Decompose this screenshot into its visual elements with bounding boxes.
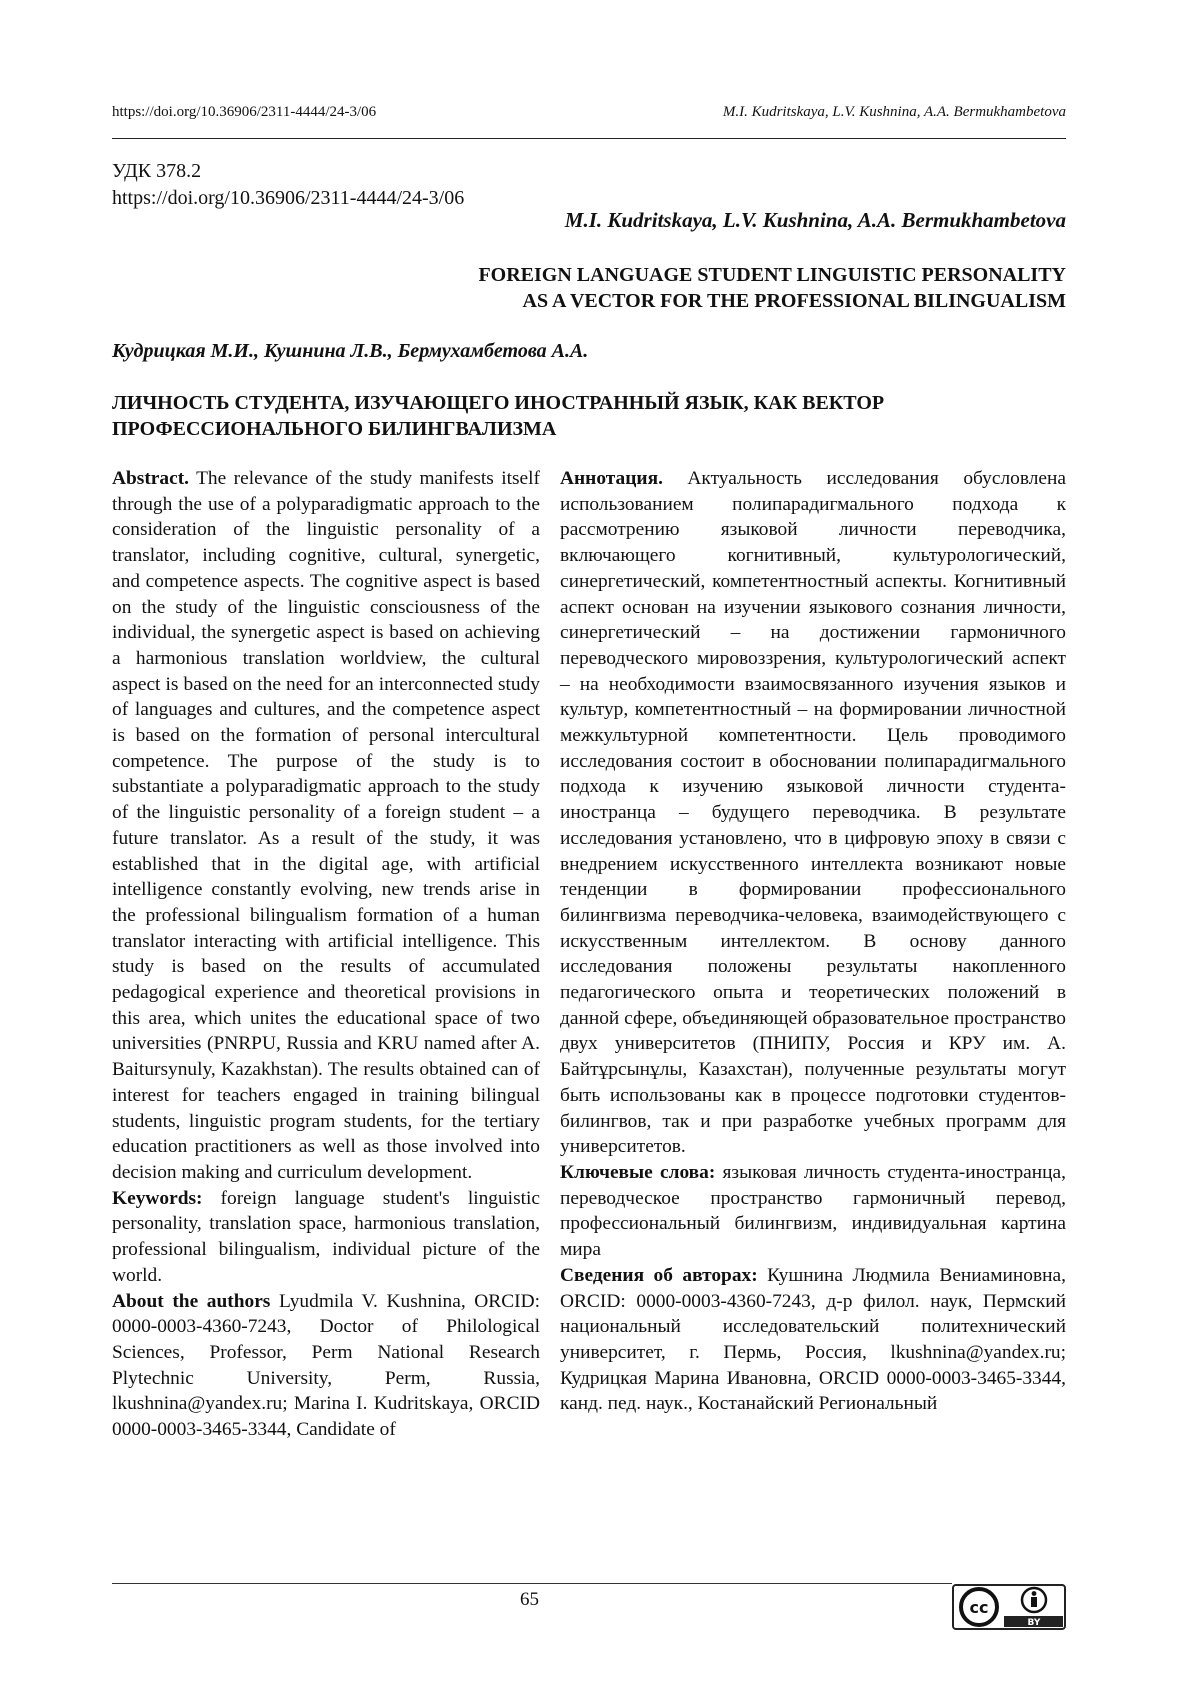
abstract-text: The relevance of the study manifests itself through the use of a polyparadigmatic approach to the consideration of the linguistic personality of a translator, including cognitive, cultural, synergetic, and competence aspects. The cognitive aspect is based on the study of the linguistic consciousness of the individual, the synergetic aspect is based on achieving a harmonious translation worldview, the cultural aspect is based on the need for an interconnected study of languages and cultures, and the competence aspect is based on the formation of personal intercultural competence. The purpose of the study is to substantiate a polyparadigmatic approach to the study of the linguistic personality of a foreign student – a future translator. As a result of the study, it was established that in the digital age, with artificial intelligence constantly evolving, new trends arise in the professional bilingualism formation of a human translator interacting with artificial intelligence. This study is based on the results of accumulated pedagogical experience and theoretical provisions in this area, which unites the educational space of two universities (PNRPU, Russia and KRU named after A. Baitursynuly, Kazakhstan). The results obtained can of interest for teachers engaged in training bilingual students, linguistic program students, for the tertiary education practitioners as well as those involved into decision making and curriculum development. [112,468,540,1183]
english-keywords [112,1186,540,1289]
keywords-text-ru: языковая личность студента-иностранца, переводческое пространство гармоничный перевод, профессиональный билингвизм, индивидуальная картина мира [560,1161,1066,1261]
russian-title-line: ЛИЧНОСТЬ СТУДЕНТА, ИЗУЧАЮЩЕГО ИНОСТРАННЫЙ ЯЗЫК, КАК ВЕКТОР [112,392,885,414]
by-label: BY [1027,1618,1041,1628]
english-title-line: AS A VECTOR FOR THE PROFESSIONAL BILINGUALISM [522,290,1066,312]
english-authors: M.I. Kudritskaya, L.V. Kushnina, A.A. Bermukhambetova [564,208,1066,232]
cc-icon [961,1589,997,1625]
running-head-doi: https://doi.org/10.36906/2311-4444/24-3/06 [112,104,377,120]
english-title [112,262,1066,314]
about-authors-text-ru: Кушнина Людмила Вениаминовна, ORCID: 0000-0003-4360-7243, д-р филол. наук, Пермский национальный исследовательский политехнический университет, г. Пермь, Россия, lkushnina@yandex.ru; Кудрицкая Марина Ивановна, ORCID 0000-0003-3465-3344, канд. пед. наук., Костанайский Региональный [560,1264,1066,1415]
abstract-label: Abstract. [112,468,190,489]
russian-title-line: ПРОФЕССИОНАЛЬНОГО БИЛИНГВАЛИЗМА [112,418,557,440]
about-authors-label-ru: Сведения об авторах: [560,1264,758,1286]
cc-by-license-badge[interactable] [952,1584,1066,1630]
keywords-label: Keywords: [112,1187,203,1209]
english-title-line: FOREIGN LANGUAGE STUDENT LINGUISTIC PERSONALITY [478,264,1066,286]
russian-title [112,390,1066,442]
english-about-authors [112,1289,540,1443]
keywords-label-ru: Ключевые слова: [560,1161,716,1183]
running-head-authors: M.I. Kudritskaya, L.V. Kushnina, A.A. Bermukhambetova [722,104,1066,120]
annotation-label: Аннотация. [560,468,663,489]
page-number: 65 [520,1589,539,1610]
about-authors-label: About the authors [112,1290,271,1312]
about-authors-text: Lyudmila V. Kushnina, ORCID: 0000-0003-4360-7243, Doctor of Philological Sciences, Professor, Perm National Research Plytechnic University, Perm, Russia, lkushnina@yandex.ru; Marina I. Kudritskaya, ORCID 0000-0003-3465-3344, Candidate of [112,1290,540,1441]
attribution-icon [1022,1588,1046,1612]
russian-column [560,466,1066,1417]
article-doi: https://doi.org/10.36906/2311-4444/24-3/06 [112,187,465,209]
russian-authors: Кудрицкая М.И., Кушнина Л.В., Бермухамбетова А.А. [112,340,589,362]
cc-glyph: cc [969,1598,989,1617]
annotation-text: Актуальность исследования обусловлена использованием полипарадигмального подхода к рассмотрению языковой личности переводчика, включающего когнитивный, культурологический, синергетический, компетентностный аспекты. Когнитивный аспект основан на изучении языкового сознания личности, синергетический – на достижении гармоничного переводческого мировоззрения, культурологический аспект – на необходимости взаимосвязанного изучения языков и культур, компетентностный – на формировании личностной межкультурной компетентности. Цель проводимого исследования состоит в обосновании полипарадигмального подхода к изучению языковой личности студента-иностранца – будущего переводчика. В результате исследования установлено, что в цифровую эпоху в связи с внедрением искусственного интеллекта возникают новые тенденции в формировании профессионального билингвизма переводчика-человека, взаимодействующего с искусственным интеллектом. В основу данного исследования положены результаты накопленного педагогического опыта и теоретических положений в данной сфере, объединяющей образовательное пространство двух университетов (ПНИПУ, Россия и КРУ им. А. Байтұрсынұлы, Казахстан), полученные результаты могут быть использованы как в процессе подготовки студентов-билингвов, так и при разработке учебных программ для университетов. [560,468,1066,1158]
footer-rule [112,1583,952,1584]
running-head [112,102,1066,139]
russian-abstract [560,466,1066,1160]
english-column [112,466,540,1443]
udc-code: УДК 378.2 [112,160,202,182]
russian-about-authors [560,1263,1066,1417]
keywords-text: foreign language student's linguistic personality, translation space, harmonious translation, professional bilingualism, individual picture of the world. [112,1187,540,1286]
english-abstract [112,466,540,1186]
russian-keywords [560,1160,1066,1263]
